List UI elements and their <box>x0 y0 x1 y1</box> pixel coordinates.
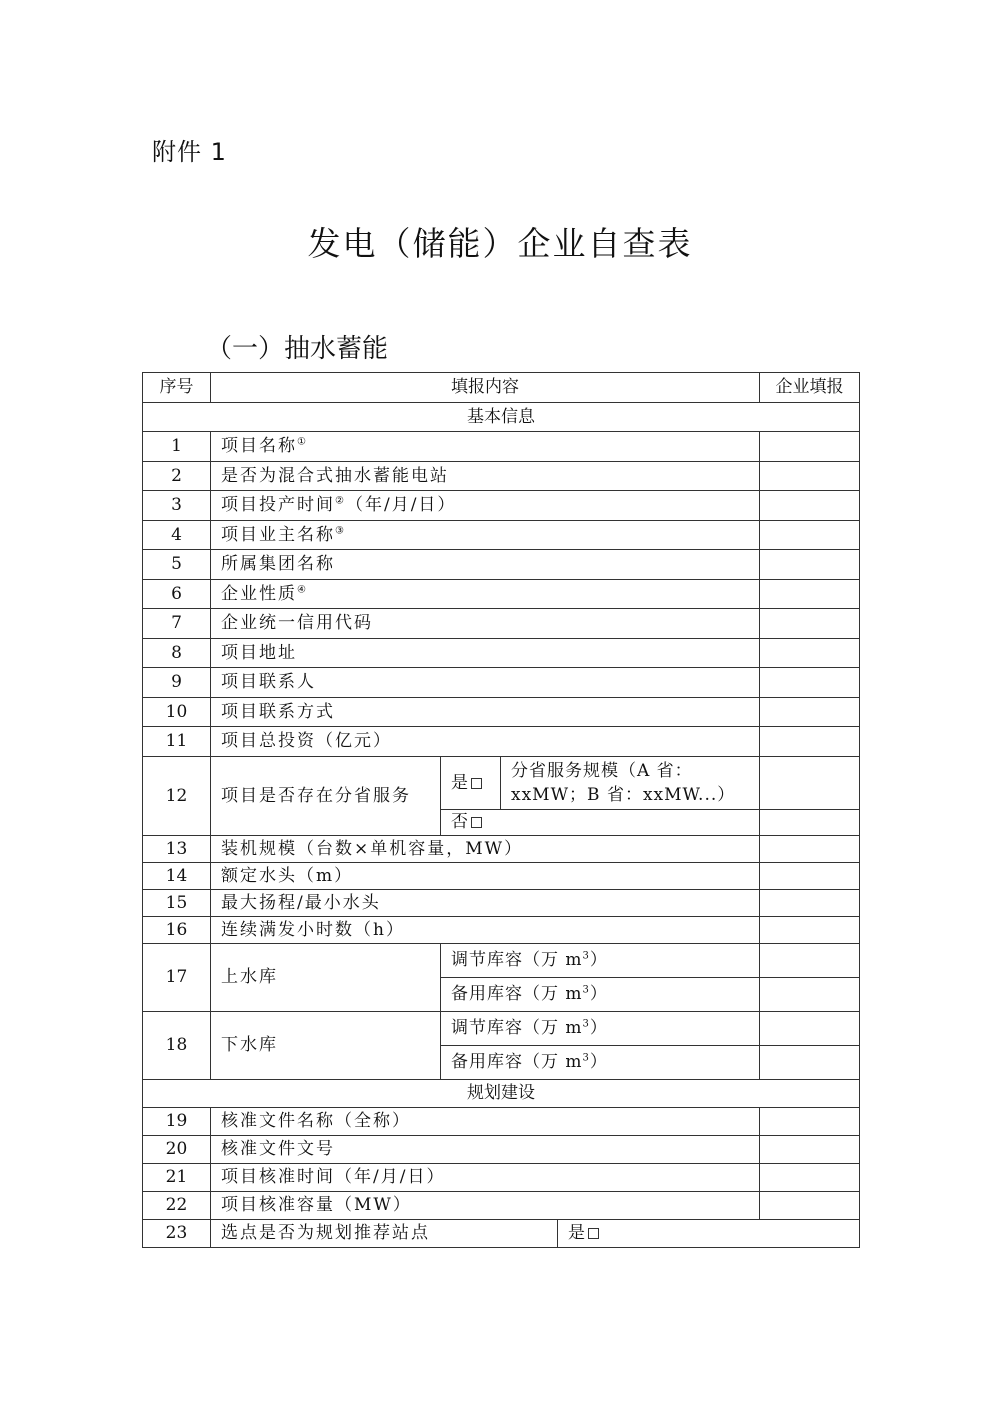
section-planning: 规划建设 <box>143 1079 860 1107</box>
row-number: 6 <box>143 579 211 609</box>
option-yes[interactable]: 是 <box>441 756 501 809</box>
row-number: 10 <box>143 697 211 727</box>
regulating-capacity: 调节库容（万 $m^3$） <box>441 943 760 977</box>
row-item: 上水库 <box>211 943 441 1011</box>
row-number: 17 <box>143 943 211 1011</box>
table-row <box>143 520 860 550</box>
row-item: 核准文件名称（全称） <box>211 1107 760 1135</box>
row-number: 1 <box>143 432 211 462</box>
row-number: 12 <box>143 756 211 835</box>
row-item: 项目是否存在分省服务 <box>211 756 441 835</box>
footnote-marker: ④ <box>297 584 308 596</box>
row-number: 2 <box>143 461 211 491</box>
table-row <box>143 1135 860 1163</box>
row-number: 22 <box>143 1191 211 1219</box>
section-row-basic <box>143 402 860 432</box>
fill-cell[interactable] <box>760 491 860 521</box>
row-item: 项目总投资（亿元） <box>211 727 760 757</box>
fill-cell[interactable] <box>760 609 860 639</box>
row-item: 核准文件文号 <box>211 1135 760 1163</box>
self-check-table <box>142 372 860 1248</box>
table-row <box>143 889 860 916</box>
row-number: 18 <box>143 1011 211 1079</box>
section-row-planning <box>143 1079 860 1107</box>
header-seq: 序号 <box>143 373 211 403</box>
row-item: 项目核准时间（年/月/日） <box>211 1163 760 1191</box>
table-row <box>143 550 860 580</box>
fill-cell[interactable] <box>760 668 860 698</box>
table-row <box>143 432 860 462</box>
fill-cell[interactable] <box>760 1011 860 1045</box>
reserve-capacity: 备用库容（万 $m^3$） <box>441 1045 760 1079</box>
fill-cell[interactable] <box>760 889 860 916</box>
table-row <box>143 1011 860 1045</box>
fill-cell[interactable] <box>760 1045 860 1079</box>
footnote-marker: ③ <box>335 525 346 537</box>
regulating-capacity: 调节库容（万 $m^3$） <box>441 1011 760 1045</box>
table-row <box>143 727 860 757</box>
table-row <box>143 916 860 943</box>
row-number: 14 <box>143 862 211 889</box>
header-fill: 企业填报 <box>760 373 860 403</box>
row-number: 15 <box>143 889 211 916</box>
footnote-marker: ② <box>335 495 346 507</box>
table-row <box>143 461 860 491</box>
row-item: 企业统一信用代码 <box>211 609 760 639</box>
row-item: 是否为混合式抽水蓄能电站 <box>211 461 760 491</box>
fill-cell[interactable] <box>760 943 860 977</box>
fill-cell[interactable] <box>760 697 860 727</box>
option-no[interactable]: 否 <box>441 809 760 835</box>
row-number: 9 <box>143 668 211 698</box>
fill-cell[interactable] <box>760 432 860 462</box>
row-item: 装机规模（台数×单机容量，MW） <box>211 835 760 862</box>
header-row <box>143 373 860 403</box>
table-row <box>143 609 860 639</box>
fill-cell[interactable] <box>760 727 860 757</box>
row-item: 所属集团名称 <box>211 550 760 580</box>
row-number: 13 <box>143 835 211 862</box>
fill-cell[interactable] <box>760 977 860 1011</box>
option-yes[interactable]: 是 <box>558 1219 860 1247</box>
row-item: 项目核准容量（MW） <box>211 1191 760 1219</box>
fill-cell[interactable] <box>760 1191 860 1219</box>
table-row <box>143 756 860 809</box>
fill-cell[interactable] <box>760 579 860 609</box>
fill-cell[interactable] <box>760 1135 860 1163</box>
fill-cell[interactable] <box>760 862 860 889</box>
header-content: 填报内容 <box>211 373 760 403</box>
row-number: 16 <box>143 916 211 943</box>
row-item: 企业性质④ <box>211 579 760 609</box>
row-item: 最大扬程/最小水头 <box>211 889 760 916</box>
fill-cell[interactable] <box>760 638 860 668</box>
checkbox-icon[interactable] <box>471 817 482 828</box>
row-number: 23 <box>143 1219 211 1247</box>
section-title: （一）抽水蓄能 <box>206 334 389 364</box>
row-item: 连续满发小时数（h） <box>211 916 760 943</box>
table-row <box>143 1107 860 1135</box>
row-number: 8 <box>143 638 211 668</box>
row-item: 下水库 <box>211 1011 441 1079</box>
table-row <box>143 668 860 698</box>
checkbox-icon[interactable] <box>588 1228 599 1239</box>
footnote-marker: ① <box>297 436 308 448</box>
row-item: 项目业主名称③ <box>211 520 760 550</box>
row-item: 项目联系方式 <box>211 697 760 727</box>
provincial-service-detail: 分省服务规模（A 省： xxMW；B 省：xxMW...） <box>501 756 760 809</box>
fill-cell[interactable] <box>760 835 860 862</box>
fill-cell[interactable] <box>760 1107 860 1135</box>
row-number: 4 <box>143 520 211 550</box>
document-title: 发电（储能）企业自查表 <box>307 224 693 263</box>
fill-cell[interactable] <box>760 756 860 809</box>
attachment-label: 附件 1 <box>152 138 227 166</box>
table-row <box>143 1191 860 1219</box>
row-item: 项目地址 <box>211 638 760 668</box>
row-item: 额定水头（m） <box>211 862 760 889</box>
row-number: 5 <box>143 550 211 580</box>
row-number: 21 <box>143 1163 211 1191</box>
row-number: 11 <box>143 727 211 757</box>
table-row <box>143 579 860 609</box>
fill-cell[interactable] <box>760 916 860 943</box>
row-number: 20 <box>143 1135 211 1163</box>
row-item: 项目联系人 <box>211 668 760 698</box>
table-row <box>143 697 860 727</box>
table-row <box>143 1163 860 1191</box>
fill-cell[interactable] <box>760 809 860 835</box>
fill-cell[interactable] <box>760 461 860 491</box>
fill-cell[interactable] <box>760 550 860 580</box>
reserve-capacity: 备用库容（万 $m^3$） <box>441 977 760 1011</box>
table-row <box>143 835 860 862</box>
table-row <box>143 491 860 521</box>
table-row <box>143 638 860 668</box>
row-number: 19 <box>143 1107 211 1135</box>
row-item: 项目投产时间②（年/月/日） <box>211 491 760 521</box>
table-row <box>143 862 860 889</box>
table-row <box>143 943 860 977</box>
row-number: 3 <box>143 491 211 521</box>
row-item: 项目名称① <box>211 432 760 462</box>
row-number: 7 <box>143 609 211 639</box>
row-item: 选点是否为规划推荐站点 <box>211 1219 558 1247</box>
checkbox-icon[interactable] <box>471 778 482 789</box>
table-row <box>143 1219 860 1247</box>
fill-cell[interactable] <box>760 520 860 550</box>
section-basic-info: 基本信息 <box>143 402 860 432</box>
fill-cell[interactable] <box>760 1163 860 1191</box>
